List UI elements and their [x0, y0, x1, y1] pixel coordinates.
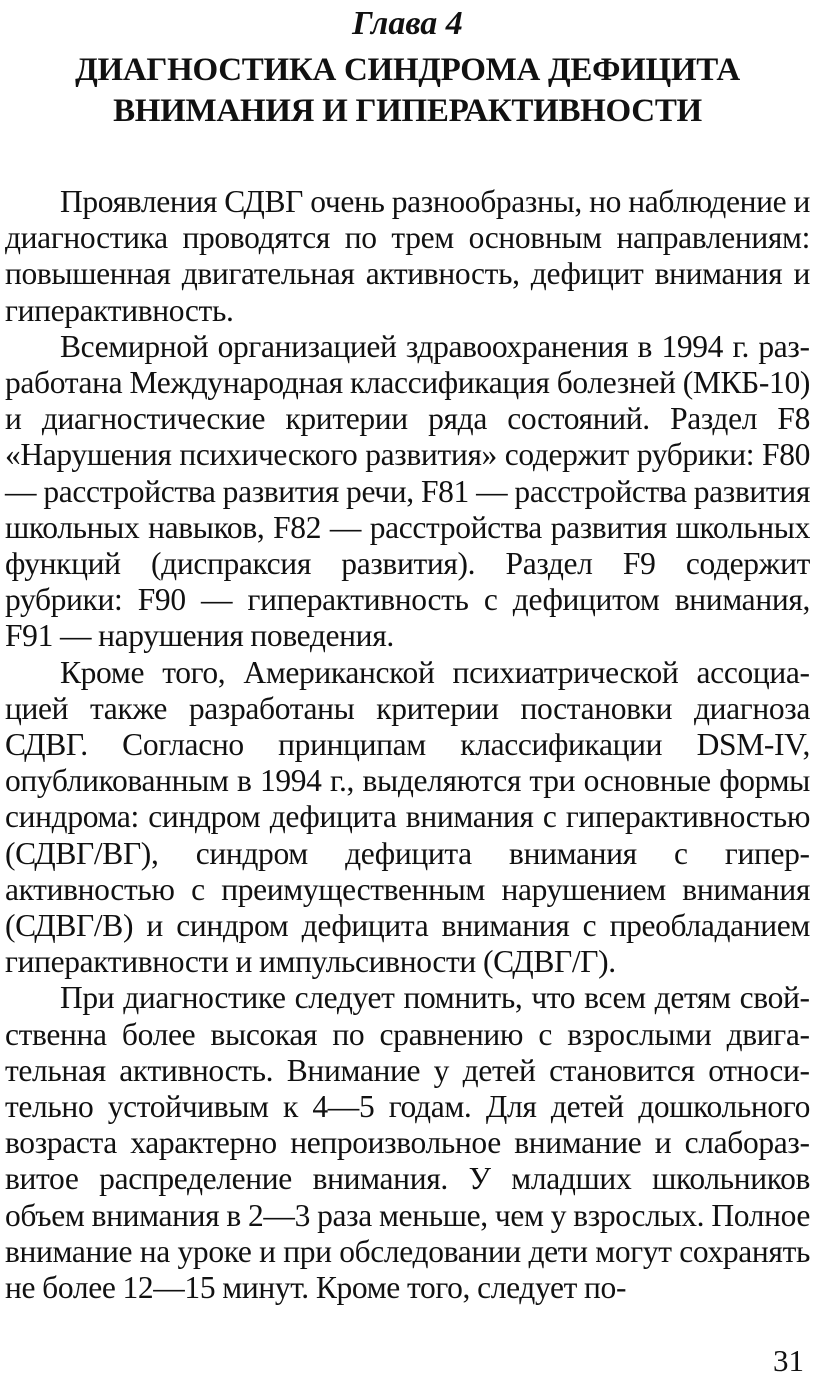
paragraph-1: Проявления СДВГ очень разнообразны, но наблюдение и диагностика проводятся по трем основным направлениям: повышенная двигательная активность, дефицит внимания и гиперактивность. — [5, 184, 810, 328]
paragraph-3: Кроме того, Американской психиатрической ассоциацией также разработаны критерии постановки диагноза СДВГ. Согласно принципам классификации DSM-IV, опубликованным в 1994 г., выделяются три основные формы синдрома: синдром дефицита внимания с гиперактивностью (СДВГ/ВГ), синдром дефицита внимания с гиперактивностью с преимущественным нарушением внимания (СДВГ/В) и синдром дефицита внимания с преобладанием гиперактивности и импульсивности (СДВГ/Г). — [5, 654, 810, 980]
paragraph-4: При диагностике следует помнить, что всем детям свойственна более высокая по сравнению с взрослыми двигательная активность. Внимание у детей становится относительно устойчивым к 4—5 годам. Для детей дошкольного возраста характерно непроизвольное внимание и слаборазвитое распределение внимания. У младших школьников объем внимания в 2—3 раза меньше, чем у взрослых. Полное внимание на уроке и при обследовании дети могут сохранять не более 12—15 минут. Кроме того, следует по- — [5, 980, 810, 1306]
chapter-title-line-2: ВНИМАНИЯ И ГИПЕРАКТИВНОСТИ — [113, 93, 702, 129]
chapter-label: Глава 4 — [352, 5, 463, 42]
paragraph-2: Всемирной организацией здравоохранения в 1994 г. разработана Международная классификация болезней (МКБ-10) и диагностические критерии ряда состояний. Раздел F8 «Нарушения психического развития» содержит рубрики: F80 — расстройства развития речи, F81 — расстройства развития школьных навыков, F82 — расстройства развития школьных функций (диспраксия развития). Раздел F9 содержит рубрики: F90 — гиперактивность с дефицитом внимания, F91 — нарушения поведения. — [5, 328, 810, 654]
page-number: 31 — [773, 1343, 804, 1378]
chapter-title-line-1: ДИАГНОСТИКА СИНДРОМА ДЕФИЦИТА — [75, 52, 740, 88]
body-text — [5, 184, 810, 1306]
chapter-title — [5, 50, 810, 132]
